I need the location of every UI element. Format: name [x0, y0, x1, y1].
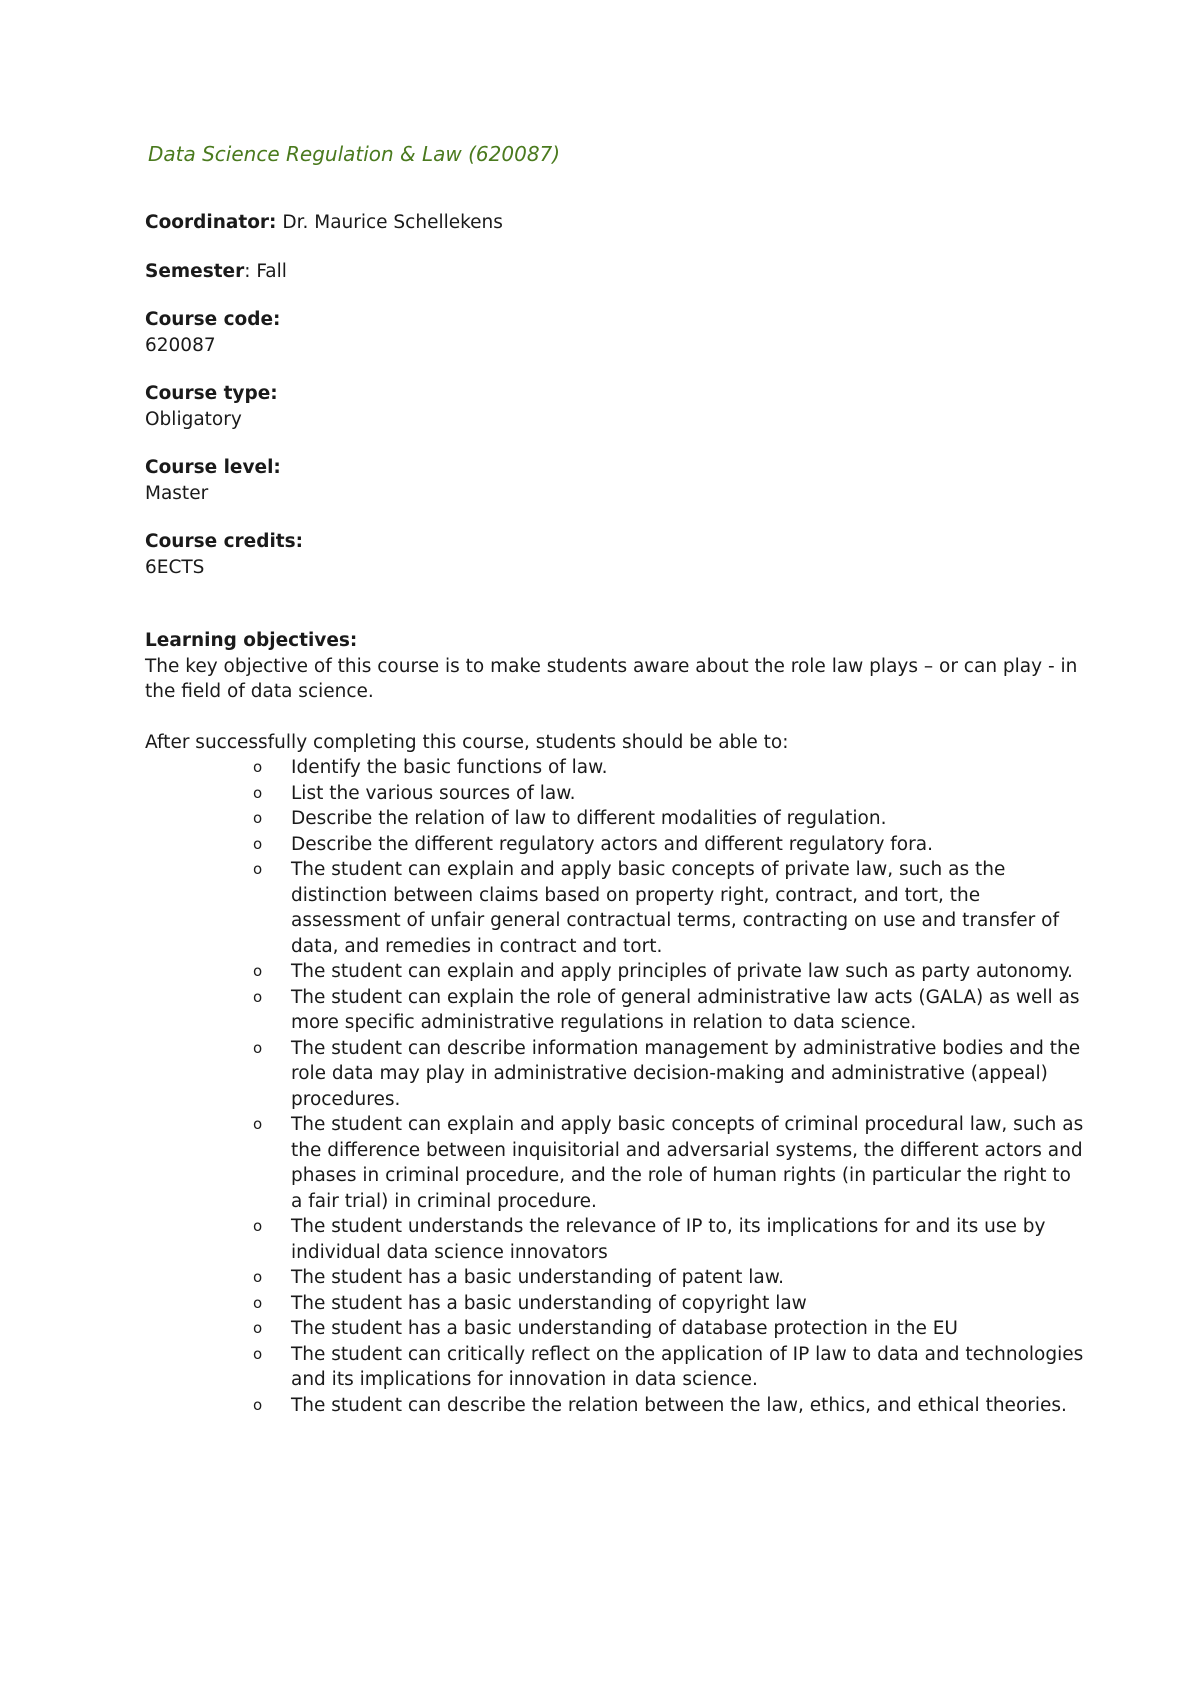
objective-text: The student has a basic understanding of copyright law [291, 1292, 807, 1314]
course-credits-value: 6ECTS [145, 556, 205, 578]
course-credits-field [145, 529, 1085, 580]
bullet-icon: o [253, 962, 263, 980]
bullet-icon: o [253, 1115, 263, 1133]
bullet-icon: o [253, 1268, 263, 1286]
coordinator-field [145, 210, 1085, 236]
objective-text: The student understands the relevance of IP to, its implications for and its use by individual data science innovators [291, 1216, 1046, 1263]
coordinator-value: Dr. Maurice Schellekens [276, 212, 503, 233]
objective-text: The student can explain and apply basic concepts of criminal procedural law, such as the difference between inquisitorial and adversarial systems, the different actors and phases in criminal procedure, and the role of human rights (in particular the right to a fair trial) in criminal procedure. [291, 1114, 1084, 1212]
objective-item [253, 1214, 1085, 1265]
objective-text: List the various sources of law. [291, 782, 576, 804]
objective-text: The student can critically reflect on the application of IP law to data and technologies and its implications for innovation in data science. [291, 1343, 1084, 1390]
coordinator-label: Coordinator: [145, 212, 277, 233]
bullet-icon: o [253, 860, 263, 878]
document-body [145, 140, 1085, 1418]
course-level-value: Master [145, 482, 209, 504]
course-level-label: Course level: [145, 457, 281, 478]
course-type-label: Course type: [145, 383, 278, 404]
objective-item [253, 1112, 1085, 1214]
objective-item [253, 781, 1085, 807]
bullet-icon: o [253, 1344, 263, 1363]
objective-text: The student can describe the relation between the law, ethics, and ethical theories. [291, 1394, 1067, 1416]
objective-item [253, 755, 1085, 781]
objective-item [253, 1291, 1085, 1317]
objective-text: The student can explain and apply principles of private law such as party autonomy. [291, 961, 1073, 982]
bullet-icon: o [253, 987, 263, 1006]
objective-item [253, 1265, 1085, 1291]
course-title: Data Science Regulation & Law (620087) [148, 142, 561, 166]
objective-item [253, 985, 1085, 1036]
learning-objectives-intro: The key objective of this course is to make students aware about the role law plays – or can play - in the field of data science. [145, 655, 1078, 702]
objective-item [253, 1036, 1085, 1113]
objective-item [253, 857, 1085, 959]
objective-text: Describe the different regulatory actors and different regulatory fora. [291, 833, 933, 855]
objective-text: The student can explain and apply basic concepts of private law, such as the distinction between claims based on property right, contract, and tort, the assessment of unfair general contractual terms, contracting on use and transfer of data, and remedies in contract and tort. [291, 859, 1059, 957]
bullet-icon: o [253, 783, 263, 802]
course-level-field [145, 455, 1085, 506]
objective-text: The student has a basic understanding of patent law. [291, 1267, 785, 1288]
objective-item [253, 1342, 1085, 1393]
objective-item [253, 959, 1085, 985]
course-type-value: Obligatory [145, 408, 242, 430]
bullet-icon: o [253, 1395, 263, 1414]
objective-text: The student has a basic understanding of database protection in the EU [291, 1318, 958, 1339]
objective-item [253, 806, 1085, 832]
learning-objectives-lead-in: After successfully completing this course, students should be able to: [145, 731, 789, 753]
objective-item [253, 1316, 1085, 1342]
learning-objectives-list [145, 755, 1085, 1418]
objective-text: The student can describe information management by administrative bodies and the role data may play in administrative decision-making and administrative (appeal) procedures. [291, 1037, 1081, 1110]
learning-objectives-label: Learning objectives: [145, 630, 358, 651]
bullet-icon: o [253, 1038, 263, 1057]
objective-text: Identify the basic functions of law. [291, 757, 608, 778]
bullet-icon: o [253, 809, 263, 827]
objective-item [253, 832, 1085, 858]
course-code-label: Course code: [145, 309, 281, 330]
objective-text: The student can explain the role of general administrative law acts (GALA) as well as more specific administrative regulations in relation to data science. [291, 986, 1080, 1033]
objective-item [253, 1393, 1085, 1419]
bullet-icon: o [253, 834, 263, 853]
course-code-value: 620087 [145, 334, 216, 356]
bullet-icon: o [253, 1217, 263, 1235]
learning-objectives-section [145, 628, 1085, 1418]
bullet-icon: o [253, 1293, 263, 1312]
course-type-field [145, 381, 1085, 432]
bullet-icon: o [253, 758, 263, 776]
semester-field [145, 259, 1085, 285]
bullet-icon: o [253, 1319, 263, 1337]
objective-text: Describe the relation of law to different modalities of regulation. [291, 808, 887, 829]
semester-label: Semester [145, 260, 245, 282]
course-code-field [145, 307, 1085, 358]
course-credits-label: Course credits: [145, 531, 304, 552]
semester-value: : Fall [244, 260, 287, 282]
